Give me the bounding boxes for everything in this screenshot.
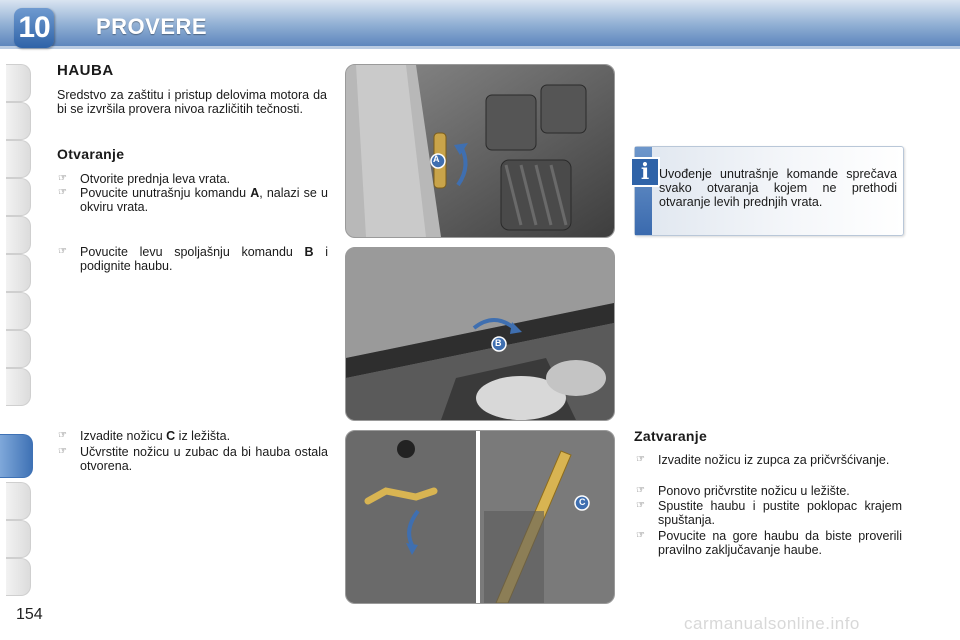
pointer-icon: ☞ [58, 430, 67, 441]
chapter-tab[interactable] [6, 178, 31, 216]
watermark: carmanualsonline.info [684, 614, 860, 633]
list-item: ☞ Spustite haubu i pustite poklopac krajem spuštanja. [636, 499, 902, 527]
list-item: ☞ Povucite na gore haubu da biste proverili pravilno zaključavanje haube. [636, 529, 902, 557]
list-item: ☞ Učvrstite nožicu u zubac da bi hauba ostala otvorena. [58, 445, 328, 473]
chapter-tab[interactable] [6, 368, 31, 406]
header-divider [0, 46, 960, 49]
info-icon: i [630, 157, 660, 187]
pointer-icon: ☞ [58, 446, 67, 457]
list-item: ☞ Izvadite nožicu C iz ležišta. [58, 429, 231, 443]
pointer-icon: ☞ [58, 246, 67, 257]
label-c: C [579, 497, 586, 507]
pointer-icon: ☞ [58, 187, 67, 198]
section-heading-hauba: HAUBA [57, 62, 114, 79]
photo-interior-release-lever [345, 64, 615, 238]
chapter-tab-active[interactable] [0, 434, 33, 478]
pointer-icon: ☞ [636, 500, 645, 511]
photo-prop-rod [345, 430, 615, 604]
info-note [634, 146, 904, 236]
chapter-badge: 10 [14, 8, 54, 48]
heading-otvaranje: Otvaranje [57, 146, 125, 162]
chapter-tab[interactable] [6, 330, 31, 368]
pointer-icon: ☞ [636, 454, 645, 465]
chapter-tab[interactable] [6, 64, 31, 102]
list-item: ☞ Otvorite prednja leva vrata. [58, 172, 231, 186]
chapter-tab[interactable] [6, 482, 31, 520]
page-number: 154 [16, 606, 43, 623]
chapter-tab[interactable] [6, 140, 31, 178]
heading-zatvaranje: Zatvaranje [634, 428, 708, 444]
label-a: A [433, 154, 440, 164]
chapter-tab[interactable] [6, 102, 31, 140]
label-b: B [495, 338, 502, 348]
chapter-tab[interactable] [6, 520, 31, 558]
exterior-lever-illustration [346, 248, 614, 420]
chapter-tab[interactable] [6, 216, 31, 254]
hauba-intro: Sredstvo za zaštitu i pristup delovima motora da bi se izvršila provera nivoa različitih tečnosti. [57, 88, 327, 116]
chapter-tab[interactable] [6, 254, 31, 292]
list-item: ☞ Izvadite nožicu iz zupca za pričvršćivanje. [636, 453, 890, 467]
list-item: ☞ Povucite levu spoljašnju komandu B i podignite haubu. [58, 245, 328, 273]
photo-exterior-release-lever [345, 247, 615, 421]
interior-lever-illustration [346, 65, 614, 237]
pointer-icon: ☞ [636, 485, 645, 496]
page-title: PROVERE [96, 14, 208, 39]
prop-rod-illustration [346, 431, 614, 603]
list-item: ☞ Povucite unutrašnju komandu A, nalazi se u okviru vrata. [58, 186, 328, 214]
pointer-icon: ☞ [636, 530, 645, 541]
info-text: Uvođenje unutrašnje komande sprečava svako otvaranja kojem ne prethodi otvaranje levih prednjih vrata. [659, 167, 897, 209]
list-item: ☞ Ponovo pričvrstite nožicu u ležište. [636, 484, 850, 498]
chapter-tab[interactable] [6, 558, 31, 596]
chapter-tab[interactable] [6, 292, 31, 330]
pointer-icon: ☞ [58, 173, 67, 184]
